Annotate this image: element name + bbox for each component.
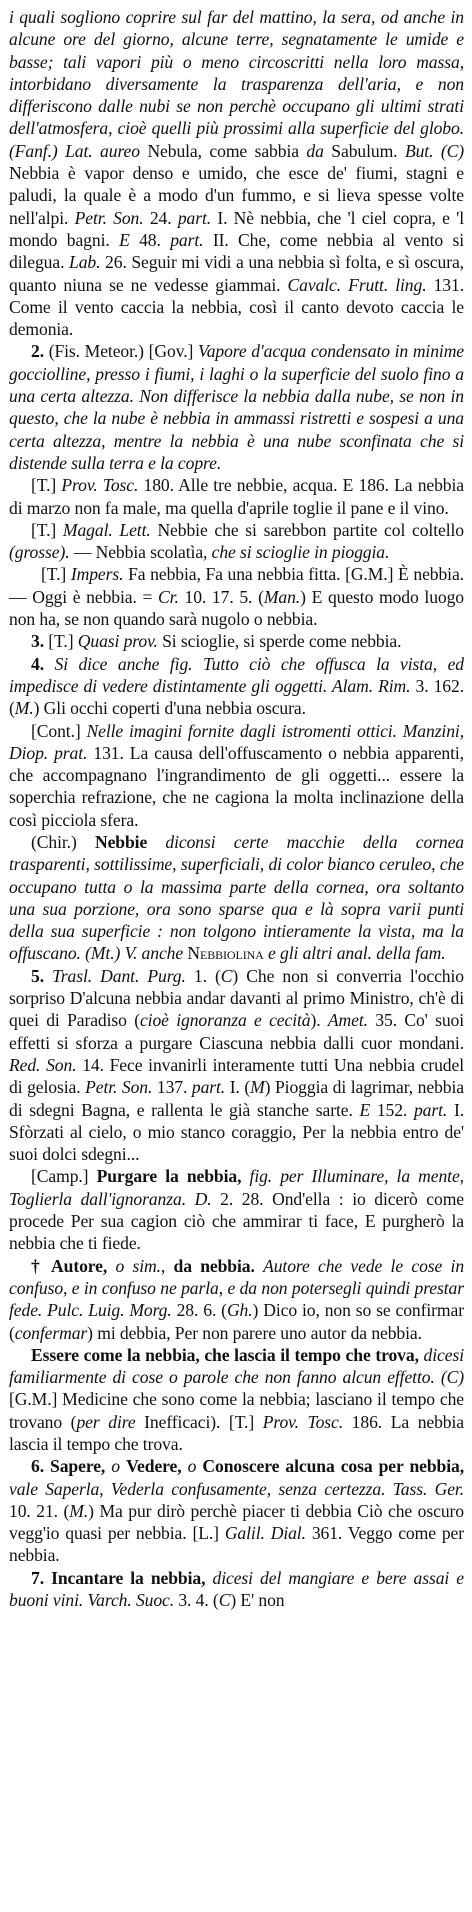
definition-italic-text: (grosse).: [9, 542, 74, 563]
entry-paragraph: [9, 720, 464, 831]
entry-text: ) E' non: [230, 1590, 285, 1611]
entry-text: Nebbiolina: [187, 943, 269, 964]
entry-headword: Purgare la nebbia,: [96, 1166, 250, 1187]
entry-paragraph: [9, 1255, 464, 1344]
entry-text: (Fis. Meteor.) [Gov.]: [48, 341, 198, 362]
entry-text: — Nebbia scolatìa,: [73, 542, 212, 563]
definition-italic-text: M.: [14, 698, 34, 719]
entry-text: [Camp.]: [31, 1166, 97, 1187]
definition-italic-text: e gli altri anal. della fam.: [268, 943, 446, 964]
entry-headword: 3.: [31, 631, 49, 652]
definition-italic-text: Prov. Tosc.: [61, 475, 144, 496]
definition-italic-text: o: [187, 1456, 203, 1477]
entry-headword: † Autore,: [31, 1255, 116, 1276]
entry-paragraph: [9, 1455, 464, 1566]
definition-italic-text: Cavalc. Frutt. ling.: [287, 274, 434, 295]
entry-text: [G.M.] Medicine che sono come la nebbia; lasciano il tempo che trovano (: [9, 1389, 464, 1432]
definition-italic-text: confermar: [14, 1322, 88, 1343]
definition-italic-text: part.: [191, 1077, 230, 1098]
entry-text: [T.]: [41, 564, 71, 585]
definition-italic-text: Red. Son.: [9, 1054, 83, 1075]
entry-text: ) Ma pur dirò perchè piacer ti debbia Ciò che oscuro vegg'io quasi per nebbia. [L.]: [9, 1500, 464, 1544]
entry-text: [T.]: [31, 475, 62, 496]
entry-headword: Essere come la nebbia, che lascia il tempo che trova,: [31, 1344, 424, 1365]
entry-text: 1. (: [193, 965, 221, 986]
entry-headword: 5.: [31, 965, 53, 986]
dictionary-column: [9, 6, 464, 1611]
definition-italic-text: part.: [177, 207, 218, 228]
entry-paragraph: [9, 831, 464, 965]
definition-italic-text: Impers.: [70, 564, 129, 585]
definition-italic-text: Quasi prov.: [77, 631, 163, 652]
definition-italic-text: cioè ignoranza e cecità: [139, 1010, 311, 1031]
definition-italic-text: part.: [413, 1099, 454, 1120]
definition-italic-text: Gh.: [226, 1300, 253, 1321]
entry-paragraph: [9, 1165, 464, 1254]
entry-text: [T.]: [31, 519, 63, 540]
definition-italic-text: Magal. Lett.: [62, 519, 158, 540]
entry-text: 137.: [156, 1077, 192, 1098]
entry-text: 180. Alle tre nebbie, acqua. E 186. La nebbia di marzo non fa male, ma quella d'aprile toglie il pane e il vino.: [9, 475, 464, 518]
definition-italic-text: fig. per Illuminare, la mente, Toglierla dall'ignoranza. D.: [9, 1166, 464, 1209]
entry-headword: 2.: [31, 341, 49, 362]
definition-italic-text: dicesi familiarmente di cose o parole che non fanno alcun effetto. (C): [9, 1344, 464, 1388]
entry-paragraph: [9, 6, 464, 340]
entry-text: 14. Fece invanirli interamente tutti Una nebbia crudel di gelosia.: [9, 1054, 464, 1098]
entry-text: 10. 17. 5. (: [184, 586, 264, 607]
entry-paragraph: [9, 474, 464, 519]
entry-text: Inefficaci). [T.]: [144, 1411, 263, 1432]
entry-text: ) Pioggia di lagrimar, nebbia di sdegni Bagna, e rallenta le già stanche sarte.: [9, 1077, 464, 1120]
entry-paragraph: [9, 1567, 464, 1612]
definition-italic-text: dicesi del mangiare e bere assai e buoni vini. Varch. Suoc.: [9, 1567, 464, 1611]
definition-italic-text: M: [250, 1077, 265, 1098]
entry-paragraph: [9, 653, 464, 720]
definition-italic-text: per dire: [76, 1411, 145, 1432]
entry-text: 35. Co' suoi effetti si sforza a purgare Ciascuna nebbia dalli cuor mondani.: [9, 1010, 465, 1053]
entry-paragraph: [9, 563, 464, 630]
definition-italic-text: Petr. Son.: [74, 207, 150, 228]
definition-italic-text: Trasl. Dant. Purg.: [52, 965, 194, 986]
entry-text: Si scioglie, si sperde come nebbia.: [162, 631, 402, 652]
entry-paragraph: [9, 630, 464, 652]
entry-text: ) Dico io, non so se confirmar (: [9, 1300, 464, 1343]
definition-italic-text: E: [359, 1099, 377, 1120]
entry-text: ) Gli occhi coperti d'una nebbia oscura.: [33, 698, 306, 719]
entry-text: [Cont.]: [31, 720, 87, 741]
definition-italic-text: Vapore d'acqua condensato in minime gocciolline, presso i fiumi, i laghi o la superficie del suolo fino a una certa altezza. Non differisce la nebbia dalla nube, se non in questo, che la nube è nebbia in ammassi ristretti e sospesi a una certa altezza, mentre la nebbia è una nube sconfinata che si distende sulla terra e la copre.: [9, 341, 465, 473]
definition-italic-text: C: [220, 965, 233, 986]
definition-italic-text: Man.: [263, 586, 301, 607]
entry-text: I. Sfòrzati al cielo, o mio stanco coraggio, Per la nebbia entro de' suoi dolci sdegni...: [9, 1099, 464, 1165]
entry-text: 26. Seguir mi vidi a una nebbia sì folta, e sì oscura, quanto niuna se ne vedesse giammai.: [9, 252, 464, 295]
entry-headword: Conoscere alcuna cosa per nebbia,: [202, 1456, 465, 1477]
entry-text: ) E questo modo luogo non ha, se non quando sarà nugolo o nebbia.: [9, 586, 464, 630]
definition-italic-text: Prov. Tosc.: [262, 1411, 352, 1432]
entry-text: 131. Come il vento caccia la nebbia, così il canto devoto caccia le demonia.: [9, 274, 464, 340]
entry-text: 3. 4. (: [178, 1590, 219, 1611]
entry-text: 152.: [376, 1099, 414, 1120]
entry-text: Nebbie che si sarebbon partite col coltello: [157, 519, 464, 540]
definition-italic-text: Autore che vede le cose in confuso, e in confuso ne parla, e da non potersegli quindi prestar fede. Pulc. Luig. Morg.: [9, 1255, 465, 1321]
entry-headword: Nebbie: [94, 831, 166, 852]
definition-italic-text: But. (C): [404, 140, 464, 161]
entry-headword: da nebbia.: [173, 1255, 264, 1276]
entry-text: 3. 162. (: [9, 675, 464, 719]
entry-text: 10. 21. (: [9, 1500, 70, 1521]
definition-italic-text: o: [111, 1456, 127, 1477]
definition-italic-text: da: [306, 140, 332, 161]
entry-text: II. Che, come nebbia al vento si dilegua.: [9, 229, 464, 273]
definition-italic-text: o sim.,: [115, 1255, 174, 1276]
entry-text: ) Che non si converria l'occhio sorpriso D'alcuna nebbia andar davanti al primo Ministro, ch'è di quei di Paradiso (: [9, 965, 464, 1031]
entry-headword: 6. Sapere,: [31, 1456, 112, 1477]
entry-headword: Vedere,: [126, 1456, 188, 1477]
entry-text: 24.: [149, 207, 178, 228]
definition-italic-text: che si scioglie in pioggia.: [211, 542, 390, 563]
entry-text: 186. La nebbia lascia il tempo che trova.: [9, 1411, 464, 1454]
entry-paragraph: [9, 519, 464, 564]
definition-italic-text: vale Saperla, Vederla confusamente, senza certezza. Tass. Ger.: [9, 1478, 464, 1499]
definition-italic-text: diconsi certe macchie della cornea trasparenti, sottilissime, superficiali, di color bianco ceruleo, che occupano tutta o la massima parte della cornea, ora soltanto una sua porzione, ora sono sparse qua e là sopra varii punti della sua superficie : non tolgono intieramente la vista, ma la offuscano. (Mt.) V. anche: [9, 831, 465, 964]
entry-text: Nebbia è vapor denso e umido, che esce de' fiumi, stagni e paludi, la quale è a modo d'un fummo, e si lieva spesse volte nell'alpi.: [9, 163, 464, 228]
entry-paragraph: [9, 965, 464, 1166]
definition-italic-text: Cr.: [158, 586, 185, 607]
entry-text: Nebula, come sabbia: [147, 140, 307, 161]
definition-italic-text: Nelle imagini fornite dagli istromenti ottici. Manzini, Diop. prat.: [9, 720, 465, 763]
entry-text: 2. 28. Ond'ella : io dicerò come procede Per sua cagion ciò che ammirar ti face, E purgherò la nebbia che ti fiede.: [9, 1188, 464, 1254]
entry-headword: 7. Incantare la nebbia,: [31, 1567, 213, 1588]
definition-italic-text: Galil. Dial.: [224, 1523, 312, 1544]
entry-text: [T.]: [48, 631, 78, 652]
definition-italic-text: C: [218, 1590, 231, 1611]
definition-italic-text: part.: [170, 229, 213, 250]
entry-text: 48.: [139, 229, 171, 250]
definition-italic-text: E: [119, 229, 140, 250]
definition-italic-text: M.: [69, 1500, 89, 1521]
definition-italic-text: Lab.: [69, 252, 106, 273]
entry-text: (Chir.): [31, 831, 95, 852]
entry-text: Fa nebbia, Fa una nebbia fitta. [G.M.] È nebbia. — Oggi è nebbia. =: [9, 564, 464, 607]
entry-headword: 4.: [31, 653, 55, 674]
entry-text: 361. Veggo come per nebbia.: [9, 1523, 464, 1566]
entry-text: 131. La causa dell'offuscamento o nebbia apparenti, che accompagnano l'ingrandimento de gli oggetti... essere la soperchia refrazione, che ne cagiona la molta inclinazione della così picciola sfera.: [9, 742, 464, 830]
definition-italic-text: Amet.: [327, 1010, 376, 1031]
definition-italic-text: i quali sogliono coprire sul far del mattino, la sera, od anche in alcune ore del giorno, alcune terre, segnatamente le umide e basse; tali vapori più o meno circoscritti nella loro massa, intorbidano diversamente la trasparenza dell'aria, e non differiscono dalle nubi se non perchè occupano gli ultimi strati dell'atmosfera, cioè quelli più prossimi alla superficie del globo. (Fanf.) Lat. aureo: [9, 7, 464, 161]
entry-text: 28. 6. (: [176, 1300, 227, 1321]
definition-italic-text: Petr. Son.: [85, 1077, 157, 1098]
entry-text: ) mi debbia, Per non parere uno autor da nebbia.: [87, 1322, 422, 1343]
entry-paragraph: [9, 340, 464, 474]
entry-text: I. (: [229, 1077, 251, 1098]
definition-italic-text: Si dice anche fig. Tutto ciò che offusca la vista, ed impedisce di vedere distintamente gli oggetti. Alam. Rim.: [9, 653, 464, 696]
entry-text: ).: [310, 1010, 328, 1031]
entry-text: I. Nè nebbia, che 'l ciel copra, e 'l mondo bagni.: [9, 207, 464, 250]
entry-paragraph: [9, 1344, 464, 1455]
entry-text: Sabulum.: [331, 140, 405, 161]
